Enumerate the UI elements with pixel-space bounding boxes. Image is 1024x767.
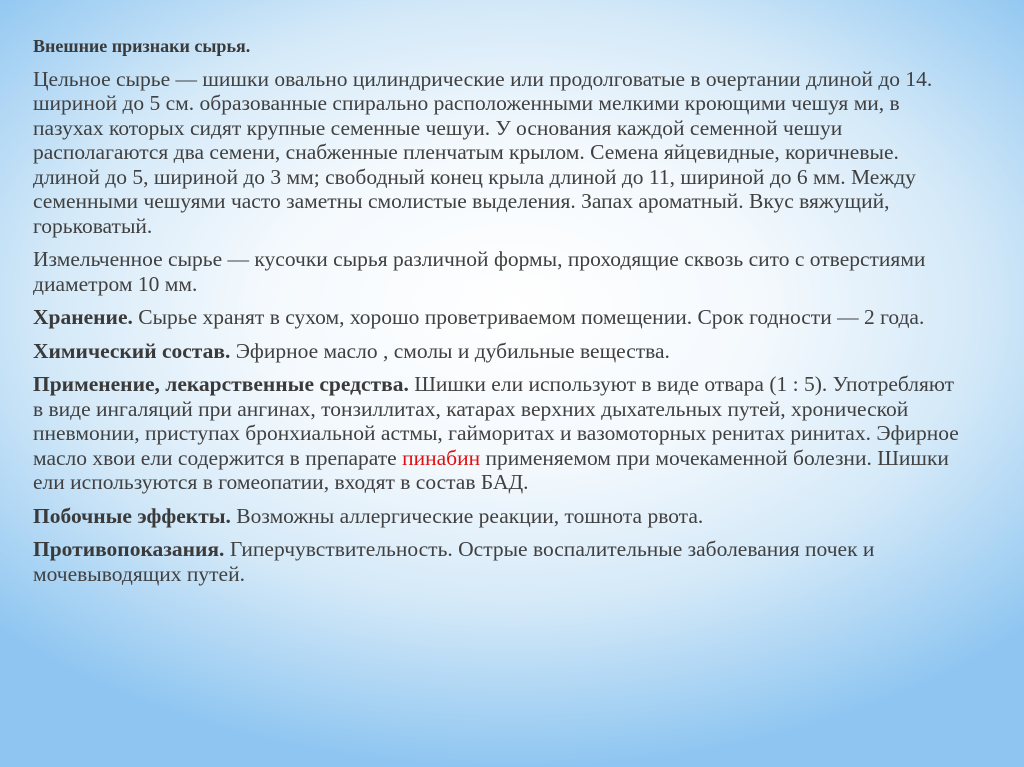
chemistry-text: Эфирное масло , смолы и дубильные вещества. bbox=[230, 338, 670, 363]
side-effects-label: Побочные эффекты. bbox=[33, 503, 231, 528]
drug-name-highlight: пинабин bbox=[402, 445, 481, 470]
storage-label: Хранение. bbox=[33, 305, 133, 329]
usage-text-before: Шишки ели используют в виде отвара (1 : 5). Употребляют в виде ингаляций при ангинах, тонзиллитах, катарах верхних дыхательных путей, хронической пневмонии, приступах бронхиальной астмы, гайморитах и вазомоторных ренитах ринитах. Эфирное масло хвои ели содержится в препарате bbox=[33, 372, 959, 470]
contraindications-label: Противопоказания. bbox=[33, 537, 225, 561]
contraindications-text: Гиперчувствительность. Острые воспалительные заболевания почек и мочевыводящих путей. bbox=[33, 537, 875, 586]
slide-content bbox=[33, 34, 963, 595]
paragraph-contraindications bbox=[33, 537, 963, 586]
side-effects-text: Возможны аллергические реакции, тошнота рвота. bbox=[230, 503, 704, 528]
storage-text: Сырье хранят в сухом, хорошо проветриваемом помещении. Срок годности — 2 года. bbox=[132, 305, 925, 329]
paragraph-usage bbox=[33, 372, 963, 495]
paragraph-crushed-material: Измельченное сырье — кусочки сырья различной формы, проходящие сквозь сито с отверстиями диаметром 10 мм. bbox=[33, 247, 926, 296]
section-heading: Внешние признаки сырья. bbox=[33, 36, 251, 56]
paragraph-whole-material: Цельное сырье — шишки овально цилиндрические или продолговатые в очертании длиной до 14. шириной до 5 см. образованные спирально расположенными мелкими кроющими чешуя ми, в пазухах которых сидят крупные семенные чешуи. У основания каждой семенной чешуи располагаются два семени, снабженные пленчатым крылом. Семена яйцевидные, коричневые. длиной до 5, шириной до 3 мм; свободный конец крыла длиной до 11, шириной до 6 мм. Между семенными чешуями часто заметны смолистые выделения. Запах ароматный. Вкус вяжущий, горьковатый. bbox=[33, 66, 933, 238]
paragraph-storage bbox=[33, 305, 963, 330]
paragraph-side-effects bbox=[33, 504, 963, 529]
usage-label: Применение, лекарственные средства. bbox=[33, 372, 409, 396]
paragraph-chemistry bbox=[33, 339, 963, 364]
usage-text-after: применяемом при мочекаменной болезни. Шишки ели используются в гомеопатии, входят в состав БАД. bbox=[33, 445, 949, 494]
chemistry-label: Химический состав. bbox=[33, 338, 231, 363]
